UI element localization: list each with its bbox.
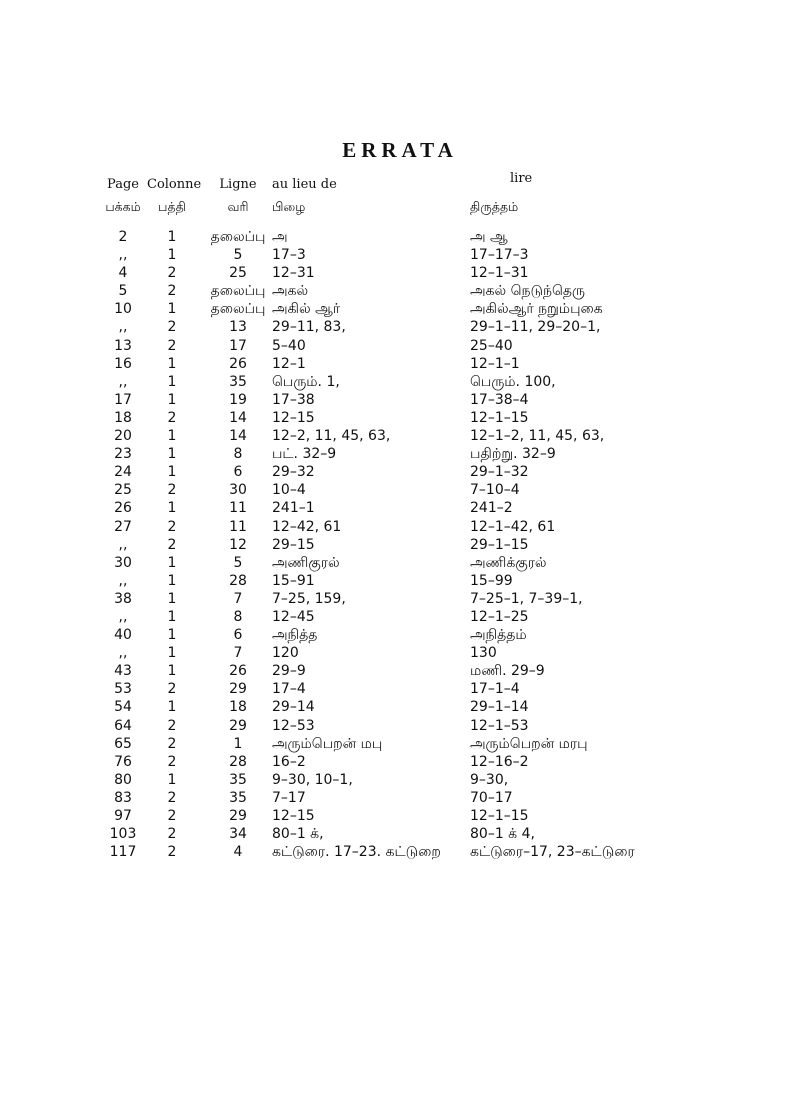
page-cell: 5 bbox=[118, 283, 128, 300]
wrong-cell: அகல் bbox=[272, 283, 309, 300]
page-cell: 80 bbox=[114, 771, 132, 788]
page-cell: 4 bbox=[118, 265, 128, 282]
column-cell: 2 bbox=[167, 844, 177, 861]
right-cell: 9–30, bbox=[470, 771, 509, 788]
line-cell: 35 bbox=[229, 789, 247, 806]
page-cell: 27 bbox=[114, 518, 132, 535]
line-cell: 14 bbox=[229, 409, 247, 426]
right-cell: அரும்பெறன் மரபு bbox=[470, 735, 588, 752]
wrong-cell: 7–17 bbox=[272, 789, 306, 806]
column-cell: 2 bbox=[167, 808, 177, 824]
errata-rows bbox=[0, 228, 800, 861]
page-cell: 40 bbox=[114, 627, 132, 644]
table-row bbox=[0, 318, 800, 336]
page-title: ERRATA bbox=[342, 138, 458, 162]
table-row bbox=[0, 427, 800, 445]
table-row bbox=[0, 590, 800, 608]
line-cell: 19 bbox=[229, 391, 247, 408]
table-row bbox=[0, 228, 800, 246]
table-row bbox=[0, 355, 800, 373]
table-row bbox=[0, 282, 800, 300]
line-cell: 13 bbox=[229, 319, 247, 336]
right-cell: 29–1–11, 29–20–1, bbox=[470, 319, 601, 336]
wrong-cell: அநித்த bbox=[272, 627, 318, 644]
header-line: Ligne bbox=[219, 177, 257, 192]
wrong-cell: 12–2, 11, 45, 63, bbox=[272, 428, 391, 445]
right-cell: 12–1–15 bbox=[470, 409, 529, 426]
header-wrong-tamil: பிழை bbox=[272, 199, 306, 214]
line-cell: 26 bbox=[229, 663, 247, 680]
wrong-cell: 17–4 bbox=[272, 681, 306, 698]
wrong-cell: 10–4 bbox=[272, 482, 306, 499]
table-row bbox=[0, 843, 800, 861]
page-cell: ,, bbox=[118, 645, 128, 662]
line-cell: 14 bbox=[229, 428, 247, 445]
column-cell: 2 bbox=[167, 265, 177, 282]
wrong-cell: அரும்பெறன் மபு bbox=[272, 735, 383, 752]
table-row bbox=[0, 680, 800, 698]
page-cell: 54 bbox=[114, 699, 132, 716]
table-row bbox=[0, 789, 800, 807]
line-cell: 5 bbox=[233, 247, 243, 264]
line-cell: 30 bbox=[229, 482, 247, 499]
right-cell: 12–16–2 bbox=[470, 753, 529, 770]
right-cell: பதிற்று. 32–9 bbox=[470, 446, 556, 463]
wrong-cell: 12–15 bbox=[272, 808, 315, 824]
column-cell: 1 bbox=[167, 301, 177, 318]
column-cell: 1 bbox=[167, 699, 177, 716]
column-cell: 1 bbox=[167, 373, 177, 390]
line-cell: 6 bbox=[233, 464, 243, 481]
page-cell: 17 bbox=[114, 391, 132, 408]
table-row bbox=[0, 717, 800, 735]
column-cell: 2 bbox=[167, 337, 177, 354]
column-cell: 2 bbox=[167, 735, 177, 752]
right-cell: 12–1–15 bbox=[470, 808, 529, 824]
line-cell: 35 bbox=[229, 771, 247, 788]
page-cell: 38 bbox=[114, 590, 132, 607]
column-cell: 1 bbox=[167, 446, 177, 463]
header-column: Colonne bbox=[147, 177, 202, 192]
page-cell: 10 bbox=[114, 301, 132, 318]
page-cell: 43 bbox=[114, 663, 132, 680]
right-cell: 17–17–3 bbox=[470, 247, 529, 264]
line-cell: தலைப்பு bbox=[210, 301, 266, 318]
wrong-cell: 29–11, 83, bbox=[272, 319, 346, 336]
table-row bbox=[0, 807, 800, 825]
right-cell: மணி. 29–9 bbox=[470, 663, 545, 680]
wrong-cell: 16–2 bbox=[272, 753, 306, 770]
page-cell: 23 bbox=[114, 446, 132, 463]
line-cell: 29 bbox=[229, 681, 247, 698]
column-cell: 2 bbox=[167, 717, 177, 734]
column-cell: 1 bbox=[167, 355, 177, 372]
table-row bbox=[0, 463, 800, 481]
page-cell: 53 bbox=[114, 681, 132, 698]
wrong-cell: 9–30, 10–1, bbox=[272, 771, 353, 788]
wrong-cell: 12–1 bbox=[272, 355, 306, 372]
column-cell: 1 bbox=[167, 229, 177, 245]
wrong-cell: 17–3 bbox=[272, 247, 306, 264]
header-page-tamil: பக்கம் bbox=[105, 199, 141, 214]
column-cell: 2 bbox=[167, 753, 177, 770]
table-row bbox=[0, 735, 800, 753]
right-cell: 70–17 bbox=[470, 789, 513, 806]
page-cell: ,, bbox=[118, 608, 128, 625]
column-cell: 1 bbox=[167, 428, 177, 445]
right-cell: கட்டுரை–17, 23–கட்டுரை bbox=[470, 844, 635, 861]
column-cell: 1 bbox=[167, 391, 177, 408]
line-cell: 28 bbox=[229, 753, 247, 770]
right-cell: 12–1–1 bbox=[470, 355, 520, 372]
right-cell: 29–1–15 bbox=[470, 536, 529, 553]
right-cell: 80–1 க் 4, bbox=[470, 826, 535, 843]
column-cell: 1 bbox=[167, 645, 177, 662]
line-cell: 12 bbox=[229, 536, 247, 553]
line-cell: 8 bbox=[233, 608, 243, 625]
line-cell: தலைப்பு bbox=[210, 229, 266, 245]
line-cell: 5 bbox=[233, 554, 243, 571]
column-cell: 1 bbox=[167, 627, 177, 644]
right-cell: 241–2 bbox=[470, 500, 513, 517]
line-cell: 29 bbox=[229, 717, 247, 734]
page-cell: 83 bbox=[114, 789, 132, 806]
right-cell: 7–10–4 bbox=[470, 482, 520, 499]
line-cell: 7 bbox=[233, 590, 243, 607]
line-cell: 8 bbox=[233, 446, 243, 463]
column-cell: 2 bbox=[167, 681, 177, 698]
page-cell: 18 bbox=[114, 409, 132, 426]
table-row bbox=[0, 409, 800, 427]
table-row bbox=[0, 626, 800, 644]
page-cell: 65 bbox=[114, 735, 132, 752]
errata-table bbox=[0, 171, 800, 861]
line-cell: 4 bbox=[233, 844, 243, 861]
wrong-cell: அணிகுரல் bbox=[272, 554, 340, 571]
line-cell: 34 bbox=[229, 826, 247, 843]
page-cell: 26 bbox=[114, 500, 132, 517]
line-cell: 18 bbox=[229, 699, 247, 716]
right-cell: 25–40 bbox=[470, 337, 513, 354]
right-cell: அ ஆ bbox=[470, 229, 508, 245]
header-column-tamil: பத்தி bbox=[158, 199, 186, 214]
wrong-cell: 12–42, 61 bbox=[272, 518, 342, 535]
right-cell: அணிக்குரல் bbox=[470, 554, 547, 571]
column-cell: 2 bbox=[167, 789, 177, 806]
column-cell: 1 bbox=[167, 500, 177, 517]
page-cell: 64 bbox=[114, 717, 132, 734]
table-row bbox=[0, 264, 800, 282]
table-row bbox=[0, 572, 800, 590]
right-cell: 15–99 bbox=[470, 572, 513, 589]
line-cell: 6 bbox=[233, 627, 243, 644]
table-row bbox=[0, 246, 800, 264]
column-cell: 2 bbox=[167, 482, 177, 499]
wrong-cell: 15–91 bbox=[272, 572, 315, 589]
wrong-cell: அகில் ஆர் bbox=[272, 301, 341, 318]
wrong-cell: 29–15 bbox=[272, 536, 315, 553]
column-cell: 1 bbox=[167, 247, 177, 264]
page-cell: 76 bbox=[114, 753, 132, 770]
wrong-cell: பட். 32–9 bbox=[272, 446, 337, 463]
right-cell: 12–1–42, 61 bbox=[470, 518, 556, 535]
wrong-cell: அ bbox=[272, 229, 288, 245]
right-cell: 12–1–25 bbox=[470, 608, 529, 625]
table-row bbox=[0, 373, 800, 391]
wrong-cell: 17–38 bbox=[272, 391, 315, 408]
line-cell: 29 bbox=[229, 808, 247, 824]
line-cell: 1 bbox=[233, 735, 243, 752]
wrong-cell: கட்டுரை. 17–23. கட்டுறை bbox=[272, 844, 441, 861]
table-row bbox=[0, 337, 800, 355]
column-cell: 1 bbox=[167, 554, 177, 571]
page-cell: 13 bbox=[114, 337, 132, 354]
page-cell: 24 bbox=[114, 464, 132, 481]
right-cell: 17–38–4 bbox=[470, 391, 529, 408]
page-cell: 103 bbox=[109, 826, 137, 843]
page-cell: ,, bbox=[118, 572, 128, 589]
page-cell: ,, bbox=[118, 247, 128, 264]
wrong-cell: 7–25, 159, bbox=[272, 590, 346, 607]
wrong-cell: 12–31 bbox=[272, 265, 315, 282]
column-cell: 2 bbox=[167, 826, 177, 843]
wrong-cell: பெரும். 1, bbox=[272, 373, 340, 390]
table-row bbox=[0, 644, 800, 662]
page-cell: 2 bbox=[118, 229, 128, 245]
table-row bbox=[0, 554, 800, 572]
right-cell: அகில்ஆர் நறும்புகை bbox=[470, 301, 603, 318]
column-cell: 2 bbox=[167, 283, 177, 300]
line-cell: 11 bbox=[229, 500, 247, 517]
table-row bbox=[0, 499, 800, 517]
table-row bbox=[0, 753, 800, 771]
table-row bbox=[0, 518, 800, 536]
table-row bbox=[0, 300, 800, 318]
line-cell: 25 bbox=[229, 265, 247, 282]
table-row bbox=[0, 771, 800, 789]
line-cell: தலைப்பு bbox=[210, 283, 266, 300]
column-cell: 2 bbox=[167, 319, 177, 336]
column-cell: 1 bbox=[167, 663, 177, 680]
header-line-tamil: வரி bbox=[227, 199, 249, 214]
page-cell: 117 bbox=[109, 844, 137, 861]
page-cell: 16 bbox=[114, 355, 132, 372]
wrong-cell: 80–1 க், bbox=[272, 826, 324, 843]
header-row-latin bbox=[0, 171, 800, 198]
header-right: lire bbox=[510, 171, 533, 186]
right-cell: 130 bbox=[470, 645, 497, 662]
column-cell: 2 bbox=[167, 518, 177, 535]
right-cell: 7–25–1, 7–39–1, bbox=[470, 590, 583, 607]
table-row bbox=[0, 662, 800, 680]
wrong-cell: 29–32 bbox=[272, 464, 315, 481]
header-right-tamil: திருத்தம் bbox=[470, 199, 519, 214]
line-cell: 7 bbox=[233, 645, 243, 662]
right-cell: 17–1–4 bbox=[470, 681, 520, 698]
wrong-cell: 12–53 bbox=[272, 717, 315, 734]
page-cell: ,, bbox=[118, 536, 128, 553]
page-cell: 25 bbox=[114, 482, 132, 499]
table-row bbox=[0, 536, 800, 554]
header-wrong: au lieu de bbox=[272, 177, 337, 192]
table-row bbox=[0, 481, 800, 499]
right-cell: பெரும். 100, bbox=[470, 373, 556, 390]
wrong-cell: 120 bbox=[272, 645, 299, 662]
wrong-cell: 29–9 bbox=[272, 663, 306, 680]
table-row bbox=[0, 698, 800, 716]
table-row bbox=[0, 608, 800, 626]
column-cell: 2 bbox=[167, 536, 177, 553]
right-cell: 29–1–32 bbox=[470, 464, 529, 481]
column-cell: 1 bbox=[167, 608, 177, 625]
table-row bbox=[0, 391, 800, 409]
column-cell: 2 bbox=[167, 409, 177, 426]
wrong-cell: 5–40 bbox=[272, 337, 306, 354]
header-row-tamil bbox=[0, 198, 800, 220]
right-cell: 29–1–14 bbox=[470, 699, 529, 716]
right-cell: அகல் நெடுந்தெரு bbox=[470, 283, 585, 300]
page-cell: 30 bbox=[114, 554, 132, 571]
right-cell: 12–1–2, 11, 45, 63, bbox=[470, 428, 605, 445]
wrong-cell: 12–15 bbox=[272, 409, 315, 426]
line-cell: 17 bbox=[229, 337, 247, 354]
page-cell: 20 bbox=[114, 428, 132, 445]
line-cell: 35 bbox=[229, 373, 247, 390]
column-cell: 1 bbox=[167, 464, 177, 481]
line-cell: 26 bbox=[229, 355, 247, 372]
column-cell: 1 bbox=[167, 572, 177, 589]
right-cell: 12–1–31 bbox=[470, 265, 529, 282]
header-page: Page bbox=[107, 177, 139, 192]
line-cell: 28 bbox=[229, 572, 247, 589]
column-cell: 1 bbox=[167, 771, 177, 788]
table-row bbox=[0, 445, 800, 463]
wrong-cell: 29–14 bbox=[272, 699, 315, 716]
wrong-cell: 12–45 bbox=[272, 608, 315, 625]
column-cell: 1 bbox=[167, 590, 177, 607]
page-cell: 97 bbox=[114, 808, 132, 824]
wrong-cell: 241–1 bbox=[272, 500, 315, 517]
table-row bbox=[0, 825, 800, 843]
right-cell: 12–1–53 bbox=[470, 717, 529, 734]
page-cell: ,, bbox=[118, 373, 128, 390]
right-cell: அநித்தம் bbox=[470, 627, 527, 644]
line-cell: 11 bbox=[229, 518, 247, 535]
page-cell: ,, bbox=[118, 319, 128, 336]
